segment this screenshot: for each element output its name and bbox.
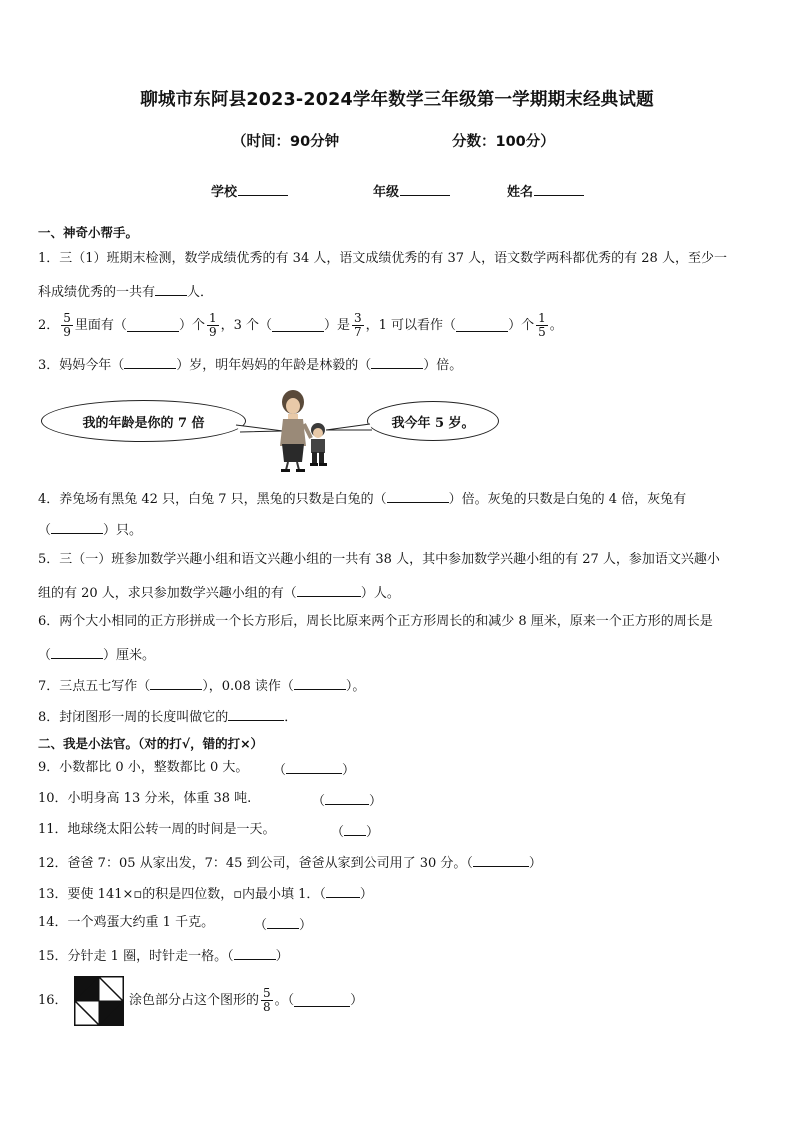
q6-text-a: （ <box>38 648 52 663</box>
question-12 <box>38 854 542 870</box>
q11-paren-open: （ <box>331 825 345 840</box>
q10-paren-close: ） <box>369 794 383 809</box>
q15-paren-close: ） <box>275 949 289 964</box>
question-14-blank[interactable] <box>267 916 299 929</box>
fraction-denominator: 9 <box>208 324 217 339</box>
name-label: 姓名 <box>507 185 534 200</box>
question-9-blank[interactable] <box>286 761 342 774</box>
question-15 <box>38 947 289 963</box>
question-1-line-1: 1．三（1）班期末检测，数学成绩优秀的有 34 人，语文成绩优秀的有 37 人，语文数学两科都优秀的有 28 人，至少一 <box>38 251 727 266</box>
question-4-blank-2[interactable] <box>51 521 103 534</box>
q5-text-a: 组的有 20 人，求只参加数学兴趣小组的有（ <box>38 586 297 601</box>
question-1-text: 科成绩优秀的一共有 <box>38 285 156 300</box>
q6-text-b: ）厘米。 <box>103 648 156 663</box>
q15-text: 15．分针走 1 圈，时针走一格。（ <box>38 949 234 964</box>
question-10 <box>38 792 251 805</box>
q3-text-b: ）岁，明年妈妈的年龄是林毅的（ <box>176 358 372 373</box>
question-14-answer <box>254 916 312 932</box>
q4-text-a: 4．养兔场有黑兔 42 只，白兔 7 只，黑兔的只数是白兔的（ <box>38 492 387 507</box>
question-11-answer <box>331 823 379 839</box>
q12-paren-close: ） <box>528 856 542 871</box>
q9-paren-open: （ <box>273 763 287 778</box>
question-11 <box>38 823 276 836</box>
q11-paren-close: ） <box>366 825 380 840</box>
question-16 <box>129 983 363 1017</box>
fraction-numerator: 1 <box>208 310 217 325</box>
q12-text: 12．爸爸 7：05 从家出发，7：45 到公司，爸爸从家到公司用了 30 分。（ <box>38 856 473 871</box>
speech-bubble-right-text: 我今年 5 岁。 <box>391 415 475 431</box>
exam-score: 分数：100分） <box>452 134 555 150</box>
fraction-denominator: 5 <box>538 324 546 339</box>
fraction-denominator: 7 <box>354 324 362 339</box>
q14-paren-close: ） <box>299 918 313 933</box>
q2-text-c: ）个 <box>178 317 205 333</box>
q2-text-e: ）是 <box>324 317 351 333</box>
q2-text-f: ，1 可以看作（ <box>365 317 457 333</box>
q4-text-d: ）只。 <box>103 523 143 538</box>
q16-paren-open: 。（ <box>274 992 295 1008</box>
fraction-numerator: 3 <box>354 310 362 325</box>
q16-paren-close: ） <box>350 992 364 1008</box>
q4-text-c: （ <box>38 523 52 538</box>
question-7-blank-2[interactable] <box>294 677 346 690</box>
q2-text-d: ，3 个（ <box>220 317 272 333</box>
q4-text-b: ）倍。灰兔的只数是白兔的 4 倍，灰兔有 <box>448 492 687 507</box>
question-15-blank[interactable] <box>234 947 276 960</box>
question-12-blank[interactable] <box>473 854 529 867</box>
speech-bubble-left-text: 我的年龄是你的 7 倍 <box>82 415 205 431</box>
fraction-denominator: 9 <box>63 324 71 339</box>
question-6-line-2 <box>38 646 155 662</box>
q8-text-a: 8．封闭图形一周的长度叫做它的 <box>38 710 229 725</box>
fraction-5-8 <box>261 987 273 1014</box>
q3-text-c: ）倍。 <box>423 358 463 373</box>
page-title: 聊城市东阿县2023-2024学年数学三年级第一学期期末经典试题 <box>140 90 654 110</box>
question-11-blank[interactable] <box>344 823 366 836</box>
question-5-line-1: 5．三（一）班参加数学兴趣小组和语文兴趣小组的一共有 38 人，其中参加数学兴趣小组的有 27 人，参加语文兴趣小 <box>38 552 720 567</box>
question-6-blank[interactable] <box>51 646 103 659</box>
question-13 <box>38 885 373 901</box>
q9-paren-close: ） <box>342 763 356 778</box>
question-1-unit: 人． <box>187 285 214 300</box>
q7-text-a: 7．三点五七写作（ <box>38 679 151 694</box>
question-6-line-1: 6．两个大小相同的正方形拼成一个长方形后，周长比原来两个正方形周长的和减少 8 厘米，原来一个正方形的周长是 <box>38 614 713 629</box>
question-7-blank-1[interactable] <box>150 677 202 690</box>
shaded-square-figure <box>74 976 124 1026</box>
question-7 <box>38 677 365 693</box>
question-13-blank[interactable] <box>326 885 360 898</box>
question-10-answer <box>312 792 382 808</box>
question-8-blank[interactable] <box>228 708 284 721</box>
q2-text-h: 。 <box>549 317 563 333</box>
fraction-numerator: 5 <box>263 985 271 1000</box>
q5-text-b: ）人。 <box>360 586 400 601</box>
q9-text: 9．小数都比 0 小，整数都比 0 大。 <box>38 760 249 775</box>
q7-text-c: ）。 <box>345 679 366 694</box>
q13-paren-close: ） <box>359 887 373 902</box>
school-label: 学校 <box>211 185 238 200</box>
question-5-line-2 <box>38 584 400 600</box>
question-10-blank[interactable] <box>325 792 369 805</box>
q10-text: 10．小明身高 13 分米，体重 38 吨. <box>38 791 252 806</box>
q16-text: 涂色部分占这个图形的 <box>129 992 260 1008</box>
q2-text-b: 里面有（ <box>74 317 127 333</box>
q14-paren-open: （ <box>254 918 268 933</box>
exam-time: （时间：90分钟 <box>232 134 340 150</box>
section-2-heading: 二、我是小法官。（对的打√，错的打×） <box>38 736 264 751</box>
question-14 <box>38 916 214 929</box>
question-16-blank[interactable] <box>294 994 350 1007</box>
q7-text-b: ），0.08 读作（ <box>202 679 294 694</box>
question-9-answer <box>273 761 355 777</box>
q8-text-b: ． <box>284 710 298 725</box>
question-9 <box>38 761 248 774</box>
fraction-numerator: 5 <box>63 310 71 325</box>
section-1-heading: 一、神奇小帮手。 <box>38 225 139 240</box>
question-4-line-2 <box>38 521 142 537</box>
q2-text-a: 2． <box>38 317 60 333</box>
q3-text-a: 3．妈妈今年（ <box>38 358 125 373</box>
question-5-blank[interactable] <box>297 584 361 597</box>
fraction-numerator: 1 <box>538 310 546 325</box>
q14-text: 14．一个鸡蛋大约重 1 千克。 <box>38 915 215 930</box>
grade-label: 年级 <box>373 185 400 200</box>
question-8 <box>38 708 297 724</box>
question-4-blank-1[interactable] <box>387 490 449 503</box>
q11-text: 11．地球绕太阳公转一周的时间是一天。 <box>38 822 276 837</box>
question-16-number: 16． <box>38 993 68 1008</box>
fraction-denominator: 8 <box>263 999 271 1014</box>
q10-paren-open: （ <box>312 794 326 809</box>
q13-text: 13．要使 141×▫的积是四位数，▫内最小填 1．（ <box>38 887 326 902</box>
question-4-line-1 <box>38 490 686 506</box>
q2-text-g: ）个 <box>508 317 535 333</box>
